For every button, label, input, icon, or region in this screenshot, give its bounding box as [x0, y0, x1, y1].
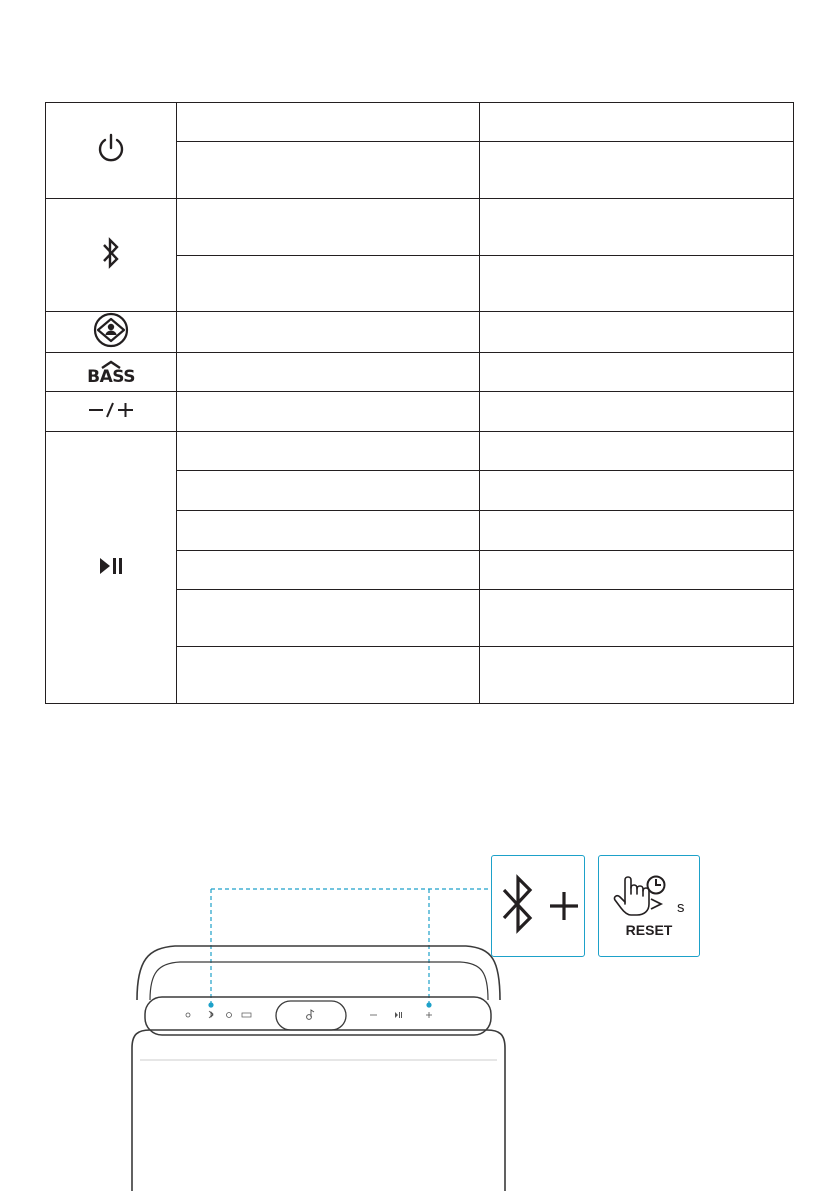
greater-than-icon: [651, 899, 661, 909]
volume-cell: [46, 392, 177, 432]
button-function-table: [45, 102, 794, 704]
table-result-cell: [480, 511, 794, 551]
reset-callout: [598, 855, 700, 957]
table-action-cell: [177, 353, 480, 392]
hand-press-icon: [614, 877, 649, 915]
bluetooth-icon: [504, 878, 530, 930]
table-result-cell: [480, 199, 794, 256]
table-action-cell: [177, 432, 480, 471]
table-result-cell: [480, 392, 794, 432]
plus-icon: [550, 892, 578, 920]
table-result-cell: [480, 256, 794, 312]
reset-label: RESET: [625, 922, 673, 938]
bass-label: BASS: [87, 367, 135, 387]
volume-minus-plus-icon: [87, 400, 135, 420]
table-action-cell: [177, 199, 480, 256]
personal-sound-icon: [92, 312, 130, 348]
seconds-unit: s: [677, 899, 685, 916]
table-result-cell: [480, 647, 794, 704]
table-action-cell: [177, 551, 480, 590]
table-result-cell: [480, 142, 794, 199]
bluetooth-button-marker: [208, 1002, 213, 1007]
personal-sound-cell: [46, 312, 177, 353]
bluetooth-cell: [46, 199, 177, 312]
table-action-cell: [177, 103, 480, 142]
table-result-cell: [480, 312, 794, 353]
table-action-cell: [177, 471, 480, 511]
bluetooth-icon: [101, 236, 121, 270]
table-action-cell: [177, 647, 480, 704]
table-result-cell: [480, 432, 794, 471]
clock-icon: [648, 877, 665, 894]
bass-up-icon: [87, 360, 135, 386]
play-pause-cell: [46, 432, 177, 704]
table-result-cell: [480, 551, 794, 590]
table-action-cell: [177, 590, 480, 647]
table-action-cell: [177, 392, 480, 432]
leader-lines: [211, 889, 491, 1004]
bluetooth-plus-callout: [491, 855, 585, 957]
table-action-cell: [177, 312, 480, 353]
bass-cell: [46, 353, 177, 392]
table-result-cell: [480, 353, 794, 392]
play-pause-icon: [98, 556, 124, 576]
table-action-cell: [177, 511, 480, 551]
table-action-cell: [177, 142, 480, 199]
play-pause-button-marker: [426, 1002, 431, 1007]
power-icon: [96, 133, 126, 165]
table-action-cell: [177, 256, 480, 312]
table-result-cell: [480, 590, 794, 647]
power-cell: [46, 103, 177, 199]
table-result-cell: [480, 103, 794, 142]
table-result-cell: [480, 471, 794, 511]
